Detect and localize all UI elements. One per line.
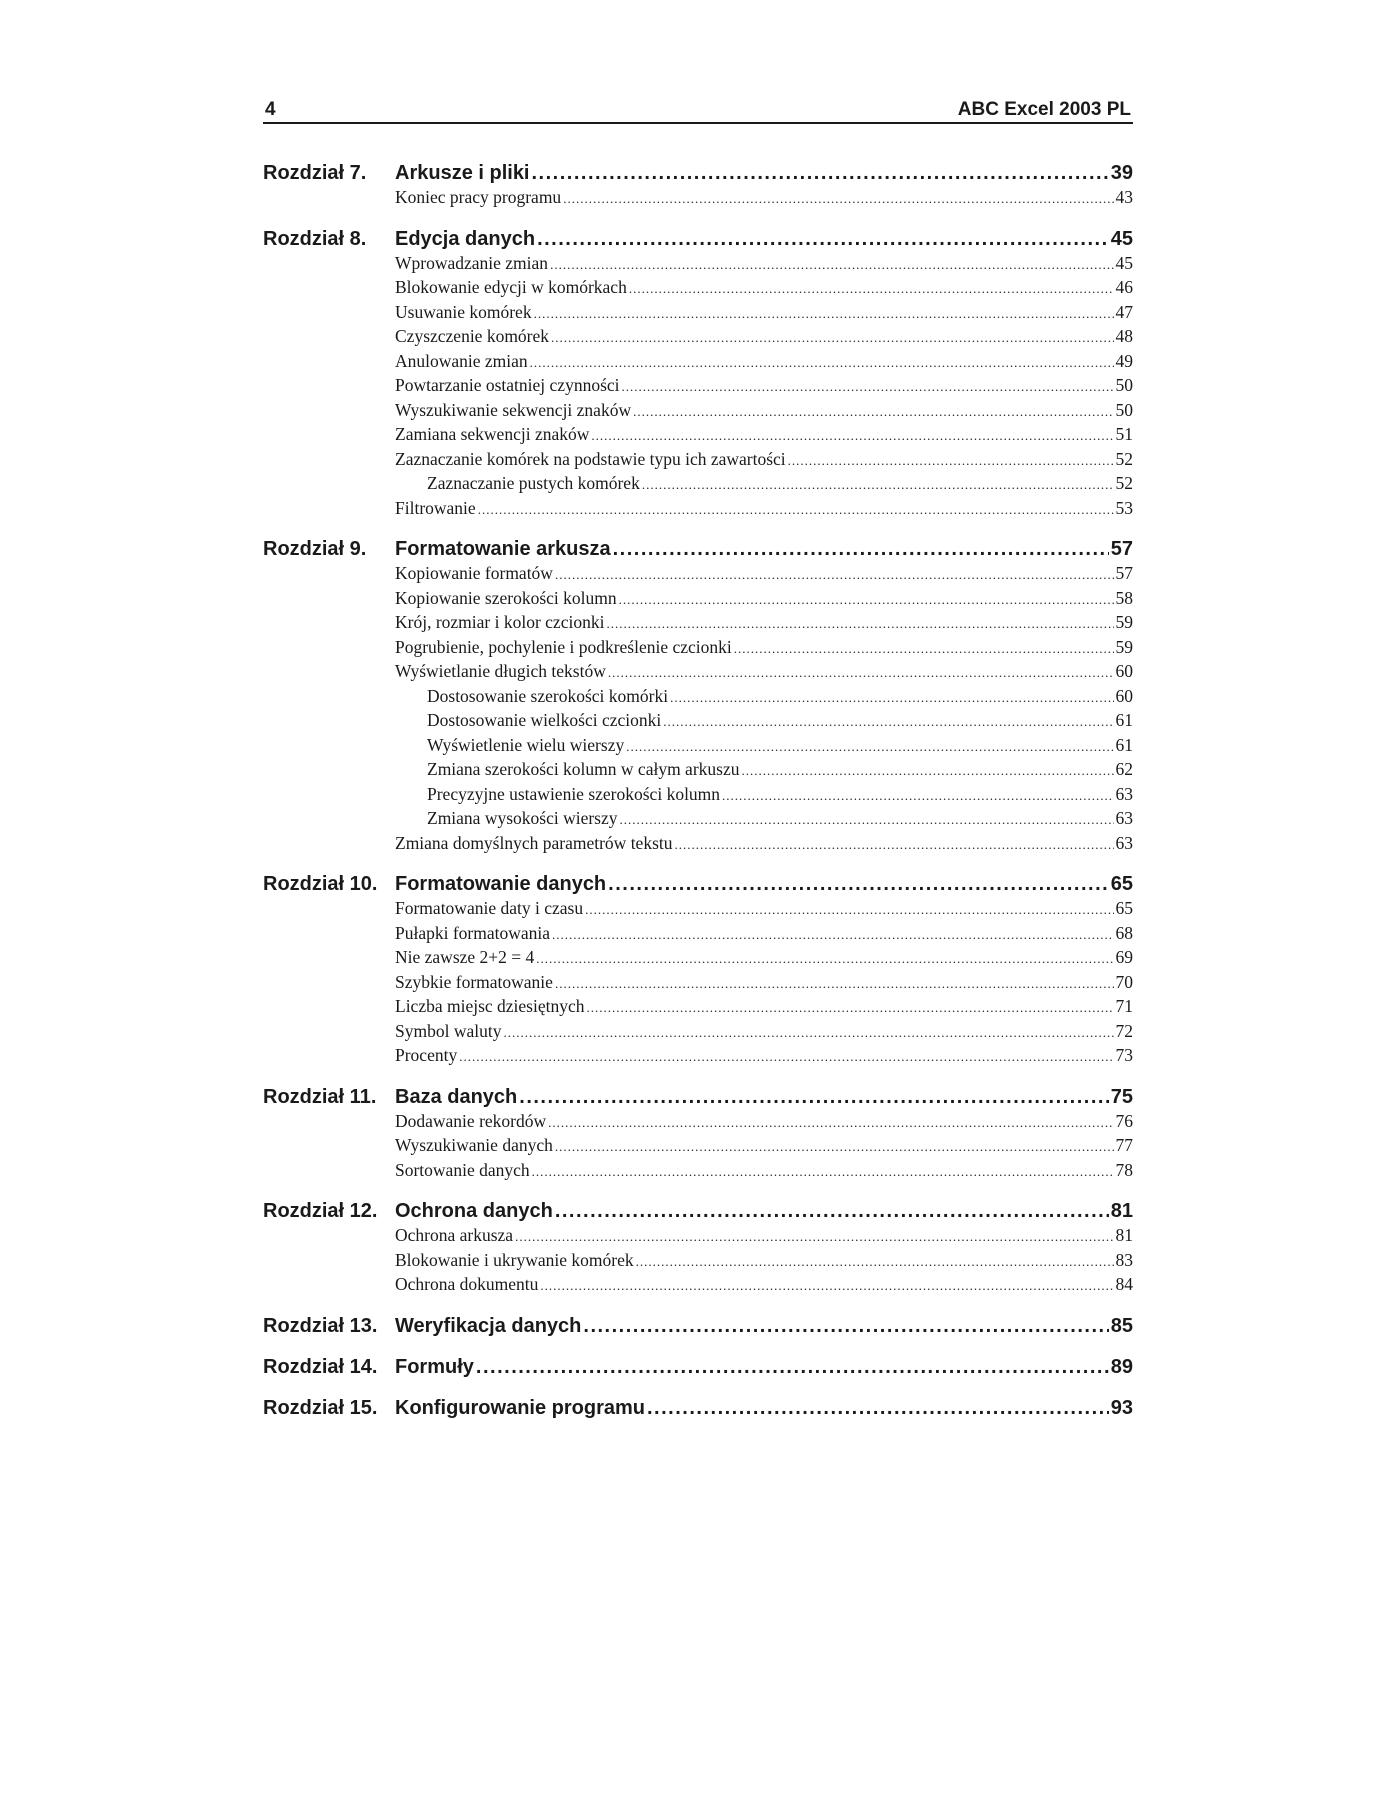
dot-leader <box>620 808 1114 832</box>
dot-leader <box>670 686 1113 710</box>
section-entry[interactable] <box>263 448 1133 473</box>
section-title: Szybkie formatowanie <box>395 971 553 992</box>
section-entry[interactable] <box>263 1044 1133 1069</box>
section-entry[interactable] <box>263 1020 1133 1045</box>
subsection-entry[interactable] <box>263 758 1133 783</box>
section-title: Zaznaczanie pustych komórek <box>427 473 640 493</box>
dot-leader <box>555 972 1114 996</box>
section-page-number: 52 <box>1115 473 1133 493</box>
section-title: Czyszczenie komórek <box>395 326 550 346</box>
dot-leader <box>563 187 1113 211</box>
book-title: ABC Excel 2003 PL <box>957 99 1131 120</box>
section-title: Blokowanie edycji w komórkach <box>395 277 627 297</box>
dot-leader <box>552 923 1113 947</box>
section-title: Krój, rozmiar i kolor czcionki <box>395 612 605 632</box>
section-page-number: 63 <box>1115 808 1133 828</box>
section-page-number: 73 <box>1115 1045 1133 1065</box>
dot-leader <box>741 759 1113 783</box>
section-page-number: 60 <box>1115 685 1133 706</box>
chapter-entry[interactable] <box>263 536 1133 562</box>
section-page-number: 51 <box>1115 424 1133 444</box>
dot-leader <box>583 1313 1108 1339</box>
dot-leader <box>476 1354 1109 1380</box>
section-entry[interactable] <box>263 1110 1133 1135</box>
section-entry[interactable] <box>263 995 1133 1020</box>
section-page-number: 70 <box>1115 971 1133 992</box>
dot-leader <box>608 871 1109 897</box>
dot-leader <box>515 1225 1113 1249</box>
section-title: Zamiana sekwencji znaków <box>395 424 590 444</box>
section-page-number: 63 <box>1115 832 1133 853</box>
dot-leader <box>606 612 1113 636</box>
chapter-title: Formuły <box>395 1355 474 1378</box>
dot-leader <box>675 833 1114 857</box>
dot-leader <box>555 563 1114 587</box>
section-title: Symbol waluty <box>395 1020 502 1041</box>
section-title: Formatowanie daty i czasu <box>395 898 584 918</box>
chapter-title: Formatowanie danych <box>395 873 607 895</box>
section-title: Dodawanie rekordów <box>395 1110 547 1131</box>
chapter-title: Baza danych <box>395 1085 518 1108</box>
dot-leader <box>663 710 1113 734</box>
dot-leader <box>540 1274 1113 1298</box>
section-title: Wyszukiwanie danych <box>395 1135 553 1155</box>
section-entry[interactable] <box>263 301 1133 326</box>
dot-leader <box>503 1021 1113 1045</box>
section-page-number: 76 <box>1115 1110 1133 1131</box>
running-header <box>263 96 1133 124</box>
section-page-number: 50 <box>1115 399 1133 420</box>
section-page-number: 49 <box>1115 350 1133 371</box>
chapter-label: Rozdział 7. <box>263 162 367 184</box>
chapter-label: Rozdział 10. <box>263 873 378 895</box>
chapter-page-number: 93 <box>1110 1396 1133 1419</box>
chapter-block <box>263 1084 1133 1184</box>
chapter-title: Formatowanie arkusza <box>395 538 611 560</box>
section-page-number: 59 <box>1115 612 1133 632</box>
section-page-number: 60 <box>1115 661 1133 681</box>
chapter-block <box>263 160 1133 211</box>
dot-leader <box>722 784 1113 808</box>
section-entry[interactable] <box>263 1273 1133 1298</box>
dot-leader <box>647 1395 1109 1421</box>
chapter-page-number: 85 <box>1110 1314 1133 1337</box>
section-page-number: 48 <box>1115 326 1133 346</box>
dot-leader <box>555 1135 1114 1159</box>
chapter-title: Konfigurowanie programu <box>395 1396 645 1419</box>
section-entry[interactable] <box>263 1134 1133 1159</box>
section-title: Procenty <box>395 1045 458 1065</box>
dot-leader <box>551 326 1113 350</box>
page-number: 4 <box>265 99 276 120</box>
dot-leader <box>536 947 1113 971</box>
dot-leader <box>591 424 1113 448</box>
section-title: Usuwanie komórek <box>395 301 532 322</box>
dot-leader <box>585 898 1113 922</box>
dot-leader <box>587 996 1114 1020</box>
section-page-number: 61 <box>1115 734 1133 755</box>
section-entry[interactable] <box>263 350 1133 375</box>
section-entry[interactable] <box>263 423 1133 448</box>
section-entry[interactable] <box>263 252 1133 277</box>
dot-leader <box>626 735 1113 759</box>
chapter-entry[interactable] <box>263 1354 1133 1380</box>
section-entry[interactable] <box>263 636 1133 661</box>
section-title: Zmiana domyślnych parametrów tekstu <box>395 832 673 853</box>
section-page-number: 69 <box>1115 947 1133 967</box>
section-title: Dostosowanie wielkości czcionki <box>427 710 662 730</box>
dot-leader <box>622 375 1114 399</box>
dot-leader <box>642 473 1114 497</box>
document-page <box>263 96 1133 1436</box>
chapter-entry[interactable] <box>263 1313 1133 1339</box>
section-page-number: 52 <box>1115 448 1133 469</box>
section-entry[interactable] <box>263 497 1133 522</box>
section-entry[interactable] <box>263 832 1133 857</box>
section-page-number: 43 <box>1115 187 1133 207</box>
dot-leader <box>459 1045 1113 1069</box>
section-page-number: 71 <box>1115 996 1133 1016</box>
chapter-label: Rozdział 11. <box>263 1085 377 1108</box>
section-page-number: 45 <box>1115 252 1133 273</box>
section-entry[interactable] <box>263 562 1133 587</box>
dot-leader <box>537 226 1109 252</box>
section-title: Koniec pracy programu <box>395 187 562 207</box>
section-title: Kopiowanie formatów <box>395 563 553 583</box>
dot-leader <box>532 1160 1114 1184</box>
section-entry[interactable] <box>263 186 1133 211</box>
section-page-number: 59 <box>1115 636 1133 657</box>
section-page-number: 62 <box>1115 759 1133 779</box>
chapter-title: Arkusze i pliki <box>395 162 530 184</box>
section-entry[interactable] <box>263 325 1133 350</box>
section-page-number: 77 <box>1115 1135 1133 1155</box>
subsection-entry[interactable] <box>263 472 1133 497</box>
dot-leader <box>555 1198 1109 1224</box>
section-page-number: 47 <box>1115 301 1133 322</box>
chapter-page-number: 39 <box>1110 162 1133 184</box>
section-page-number: 46 <box>1115 277 1133 297</box>
section-title: Wyświetlanie długich tekstów <box>395 661 606 681</box>
chapter-block <box>263 536 1133 856</box>
section-page-number: 50 <box>1115 375 1133 395</box>
section-page-number: 53 <box>1115 497 1133 518</box>
section-entry[interactable] <box>263 897 1133 922</box>
dot-leader <box>550 253 1113 277</box>
dot-leader <box>608 661 1114 685</box>
dot-leader <box>519 1084 1108 1110</box>
section-entry[interactable] <box>263 660 1133 685</box>
chapter-title: Weryfikacja danych <box>395 1314 582 1337</box>
section-page-number: 84 <box>1115 1274 1133 1294</box>
subsection-entry[interactable] <box>263 734 1133 759</box>
section-title: Liczba miejsc dziesiętnych <box>395 996 585 1016</box>
section-page-number: 68 <box>1115 922 1133 943</box>
chapter-label: Rozdział 9. <box>263 538 367 560</box>
subsection-entry[interactable] <box>263 807 1133 832</box>
section-title: Kopiowanie szerokości kolumn <box>395 587 617 608</box>
section-title: Zmiana wysokości wierszy <box>427 808 618 828</box>
section-entry[interactable] <box>263 922 1133 947</box>
section-entry[interactable] <box>263 946 1133 971</box>
section-title: Zaznaczanie komórek na podstawie typu ich zawartości <box>395 448 786 469</box>
section-title: Precyzyjne ustawienie szerokości kolumn <box>427 783 721 804</box>
dot-leader <box>478 498 1114 522</box>
chapter-block <box>263 1313 1133 1339</box>
section-page-number: 58 <box>1115 587 1133 608</box>
section-title: Ochrona dokumentu <box>395 1274 539 1294</box>
table-of-contents <box>263 160 1133 1421</box>
chapter-block <box>263 1354 1133 1380</box>
section-title: Filtrowanie <box>395 497 476 518</box>
dot-leader <box>788 449 1114 473</box>
chapter-entry[interactable] <box>263 226 1133 252</box>
section-title: Dostosowanie szerokości komórki <box>427 685 669 706</box>
chapter-block <box>263 1198 1133 1298</box>
section-entry[interactable] <box>263 399 1133 424</box>
chapter-block <box>263 871 1133 1069</box>
dot-leader <box>532 160 1109 186</box>
section-title: Pułapki formatowania <box>395 922 551 943</box>
section-page-number: 72 <box>1115 1020 1133 1041</box>
section-entry[interactable] <box>263 374 1133 399</box>
chapter-entry[interactable] <box>263 160 1133 186</box>
chapter-label: Rozdział 13. <box>263 1314 378 1337</box>
chapter-page-number: 65 <box>1110 873 1133 895</box>
section-title: Blokowanie i ukrywanie komórek <box>395 1249 634 1270</box>
chapter-page-number: 45 <box>1110 227 1133 250</box>
chapter-block <box>263 1395 1133 1421</box>
subsection-entry[interactable] <box>263 709 1133 734</box>
section-entry[interactable] <box>263 1249 1133 1274</box>
dot-leader <box>633 400 1113 424</box>
subsection-entry[interactable] <box>263 783 1133 808</box>
section-page-number: 61 <box>1115 710 1133 730</box>
section-title: Nie zawsze 2+2 = 4 <box>395 947 535 967</box>
section-title: Sortowanie danych <box>395 1159 530 1180</box>
section-page-number: 78 <box>1115 1159 1133 1180</box>
dot-leader <box>548 1111 1113 1135</box>
chapter-page-number: 89 <box>1110 1355 1133 1378</box>
subsection-entry[interactable] <box>263 685 1133 710</box>
section-title: Wyszukiwanie sekwencji znaków <box>395 399 632 420</box>
chapter-title: Edycja danych <box>395 227 536 250</box>
chapter-entry[interactable] <box>263 1198 1133 1224</box>
section-title: Wyświetlenie wielu wierszy <box>427 734 625 755</box>
section-title: Pogrubienie, pochylenie i podkreślenie czcionki <box>395 636 732 657</box>
chapter-title: Ochrona danych <box>395 1200 553 1222</box>
section-entry[interactable] <box>263 276 1133 301</box>
dot-leader <box>636 1250 1114 1274</box>
section-page-number: 83 <box>1115 1249 1133 1270</box>
dot-leader <box>619 588 1114 612</box>
chapter-label: Rozdział 12. <box>263 1200 378 1222</box>
section-page-number: 65 <box>1115 898 1133 918</box>
section-title: Wprowadzanie zmian <box>395 252 549 273</box>
chapter-block <box>263 226 1133 522</box>
section-entry[interactable] <box>263 587 1133 612</box>
section-title: Powtarzanie ostatniej czynności <box>395 375 620 395</box>
chapter-page-number: 57 <box>1110 538 1133 560</box>
chapter-entry[interactable] <box>263 1084 1133 1110</box>
section-title: Zmiana szerokości kolumn w całym arkuszu <box>427 759 740 779</box>
section-title: Anulowanie zmian <box>395 350 528 371</box>
chapter-page-number: 81 <box>1110 1200 1133 1222</box>
section-entry[interactable] <box>263 1159 1133 1184</box>
section-page-number: 63 <box>1115 783 1133 804</box>
chapter-entry[interactable] <box>263 1395 1133 1421</box>
chapter-label: Rozdział 8. <box>263 227 367 250</box>
dot-leader <box>629 277 1114 301</box>
section-entry[interactable] <box>263 611 1133 636</box>
section-title: Ochrona arkusza <box>395 1225 514 1245</box>
dot-leader <box>613 536 1109 562</box>
dot-leader <box>734 637 1114 661</box>
chapter-label: Rozdział 15. <box>263 1396 378 1419</box>
section-entry[interactable] <box>263 1224 1133 1249</box>
chapter-page-number: 75 <box>1110 1085 1133 1108</box>
chapter-entry[interactable] <box>263 871 1133 897</box>
dot-leader <box>530 351 1114 375</box>
section-page-number: 81 <box>1115 1225 1133 1245</box>
section-page-number: 57 <box>1115 563 1133 583</box>
section-entry[interactable] <box>263 971 1133 996</box>
dot-leader <box>534 302 1114 326</box>
chapter-label: Rozdział 14. <box>263 1355 378 1378</box>
